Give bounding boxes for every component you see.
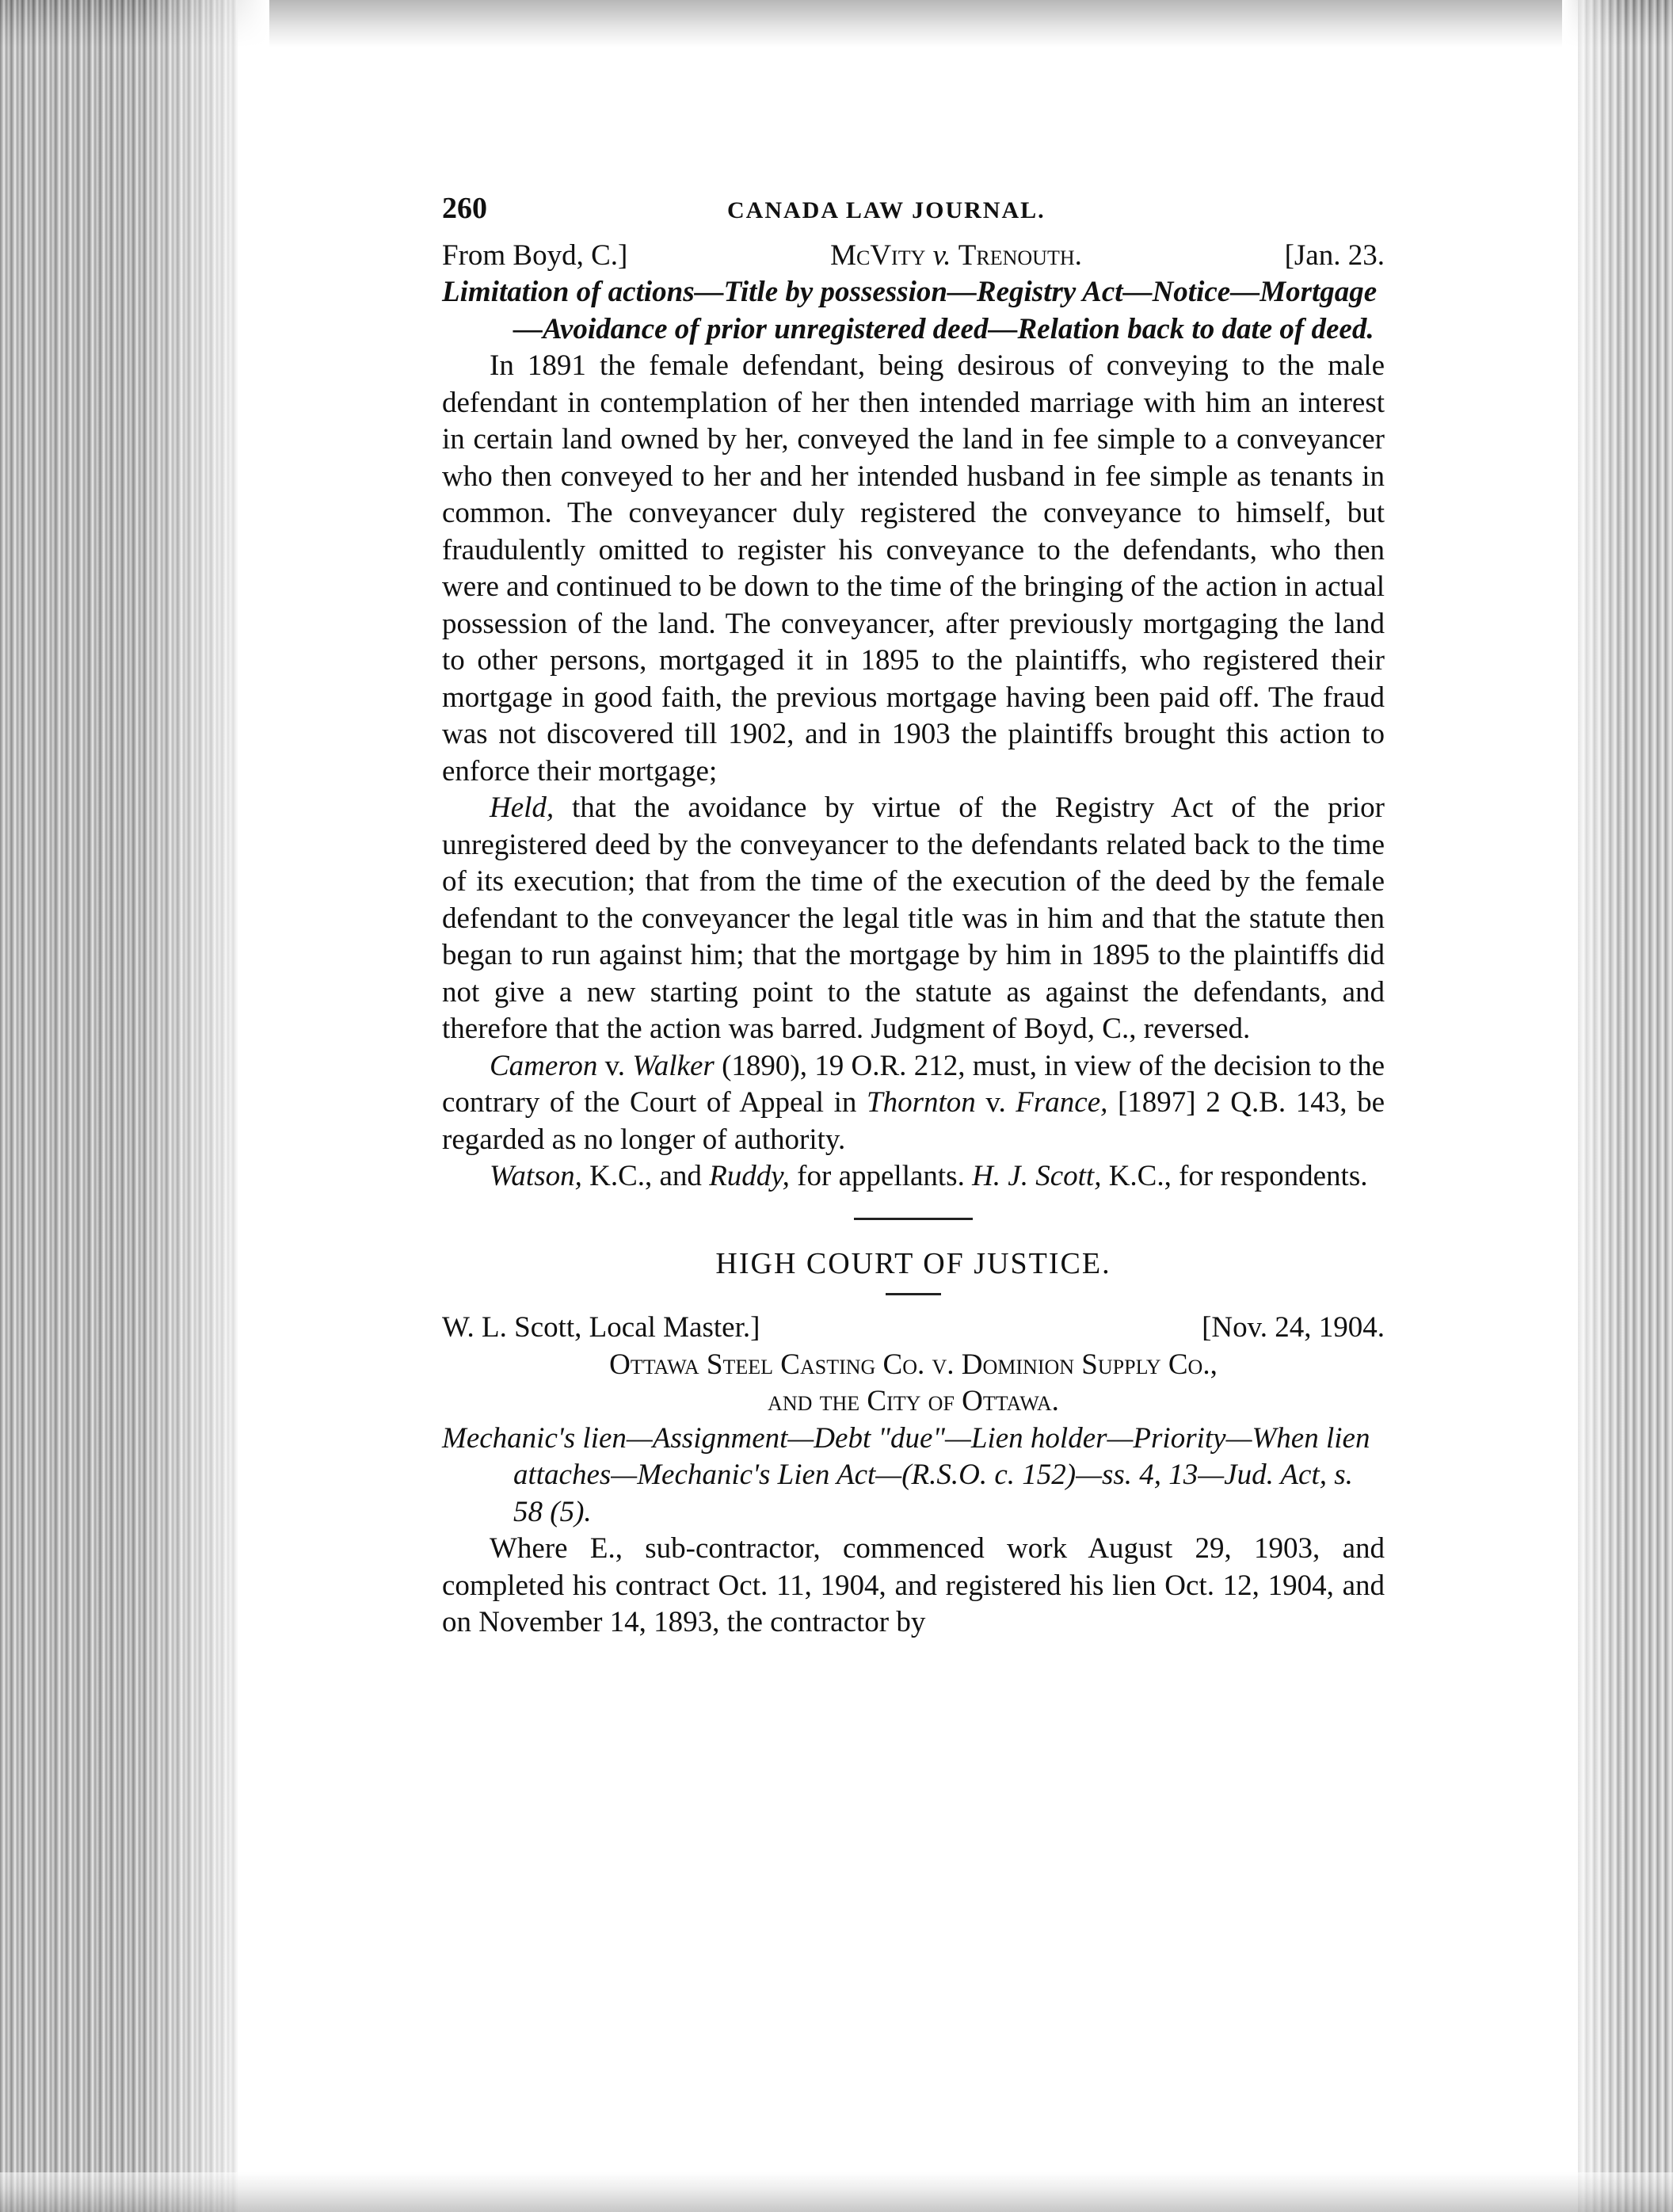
- held-label: Held,: [490, 791, 554, 824]
- page-number: 260: [442, 192, 487, 225]
- cameron-party-b: Walker: [632, 1049, 715, 1082]
- case1-heading: [442, 238, 1385, 275]
- case1-citation-note: [442, 1048, 1385, 1159]
- case1-v: v.: [932, 238, 951, 272]
- counsel-text-2: for appellants.: [797, 1160, 965, 1192]
- case2-date: [Nov. 24, 1904.: [1202, 1311, 1385, 1344]
- scan-edge-bottom: [0, 2172, 1673, 2212]
- case2-facts: Where E., sub-contractor, commenced work August 29, 1903, and completed his contract Oct. 11, 1904, and registered his lien Oct. 12, 1904, and on November 14, 1893, the contractor by: [442, 1532, 1385, 1638]
- case1-counsel: [442, 1158, 1385, 1196]
- counsel-scott: H. J. Scott,: [972, 1160, 1102, 1192]
- case2-title-line1: Ottawa Steel Casting Co. v. Dominion Supply Co.,: [609, 1348, 1218, 1381]
- thornton-v: v.: [985, 1086, 1006, 1119]
- case2-from: W. L. Scott, Local Master.]: [442, 1311, 760, 1344]
- case1-title: [830, 238, 1082, 275]
- case1-party-a: McVity: [830, 238, 926, 272]
- cameron-v: v.: [604, 1049, 626, 1082]
- case1-facts: In 1891 the female defendant, being desirous of conveying to the male defendant in contemplation of her then intended marriage with him an interest in certain land owned by her, conveyed the land in fee simple to a conveyancer who then conveyed to her and her intended husband in fee simple as tenants in common. The conveyancer duly registered the conveyance to himself, but fraudulently omitted to register his conveyance to the defendants, who then were and continued to be down to the time of the bringing of the action in actual possession of the land. The conveyancer, after previously mortgaging the land to other persons, mortgaged it in 1895 to the plaintiffs, who registered their mortgage in good faith, the previous mortgage having been paid off. The fraud was not discovered till 1902, and in 1903 the plaintiffs brought this action to enforce their mortgage;: [442, 349, 1385, 788]
- cameron-text-2: [1897] 2 Q.B. 143, be regarded as no longer of authority.: [442, 1086, 1385, 1156]
- case2-title-line2: and the City of Ottawa.: [768, 1385, 1059, 1417]
- section-divider: [854, 1218, 973, 1220]
- thornton-party-a: Thornton: [867, 1086, 976, 1119]
- case2-headnote: Mechanic's lien—Assignment—Debt "due"—Lien holder—Priority—When lien attaches—Mechanic's Lien Act—(R.S.O. c. 152)—ss. 4, 13—Jud. Act, s. 58 (5).: [442, 1421, 1370, 1528]
- scan-edge-right-fade: [1562, 0, 1625, 2212]
- case2-heading: [442, 1310, 1385, 1347]
- page-header: [442, 190, 1385, 230]
- case1-headnote: Limitation of actions—Title by possession—Registry Act—Notice—Mortgage—Avoidance of prior unregistered deed—Relation back to date of deed.: [442, 276, 1378, 345]
- court-divider: [886, 1293, 941, 1295]
- cameron-text-1: (1890), 19 O.R. 212, must, in view of the decision to the contrary of the Court of Appeal in: [442, 1049, 1385, 1119]
- case1-party-b: Trenouth.: [958, 238, 1082, 272]
- counsel-ruddy: Ruddy,: [709, 1160, 790, 1192]
- case1-date: [Jan. 23.: [1284, 238, 1385, 272]
- case1-from: From Boyd, C.]: [442, 238, 628, 272]
- journal-page: [442, 190, 1385, 1642]
- thornton-party-b: France,: [1016, 1086, 1108, 1119]
- journal-title: CANADA LAW JOURNAL.: [727, 197, 1046, 223]
- counsel-text-1: K.C., and: [589, 1160, 702, 1192]
- counsel-watson: Watson,: [490, 1160, 582, 1192]
- counsel-text-3: K.C., for respondents.: [1108, 1160, 1368, 1192]
- court-heading: HIGH COURT OF JUSTICE.: [715, 1246, 1111, 1280]
- case1-held: [442, 790, 1385, 1048]
- held-text: that the avoidance by virtue of the Registry Act of the prior unregistered deed by the conveyancer to the defendants related back to the time of its execution; that from the time of the execution of the deed by the female defendant to the conveyancer the legal title was in him and that the statute then began to run against him; that the mortgage by him in 1895 to the plaintiffs did not give a new starting point to the statute as against the defendants, and therefore that the action was barred. Judgment of Boyd, C., reversed.: [442, 791, 1385, 1045]
- cameron-party-a: Cameron: [490, 1049, 598, 1082]
- scan-edge-left-fade: [143, 0, 269, 2212]
